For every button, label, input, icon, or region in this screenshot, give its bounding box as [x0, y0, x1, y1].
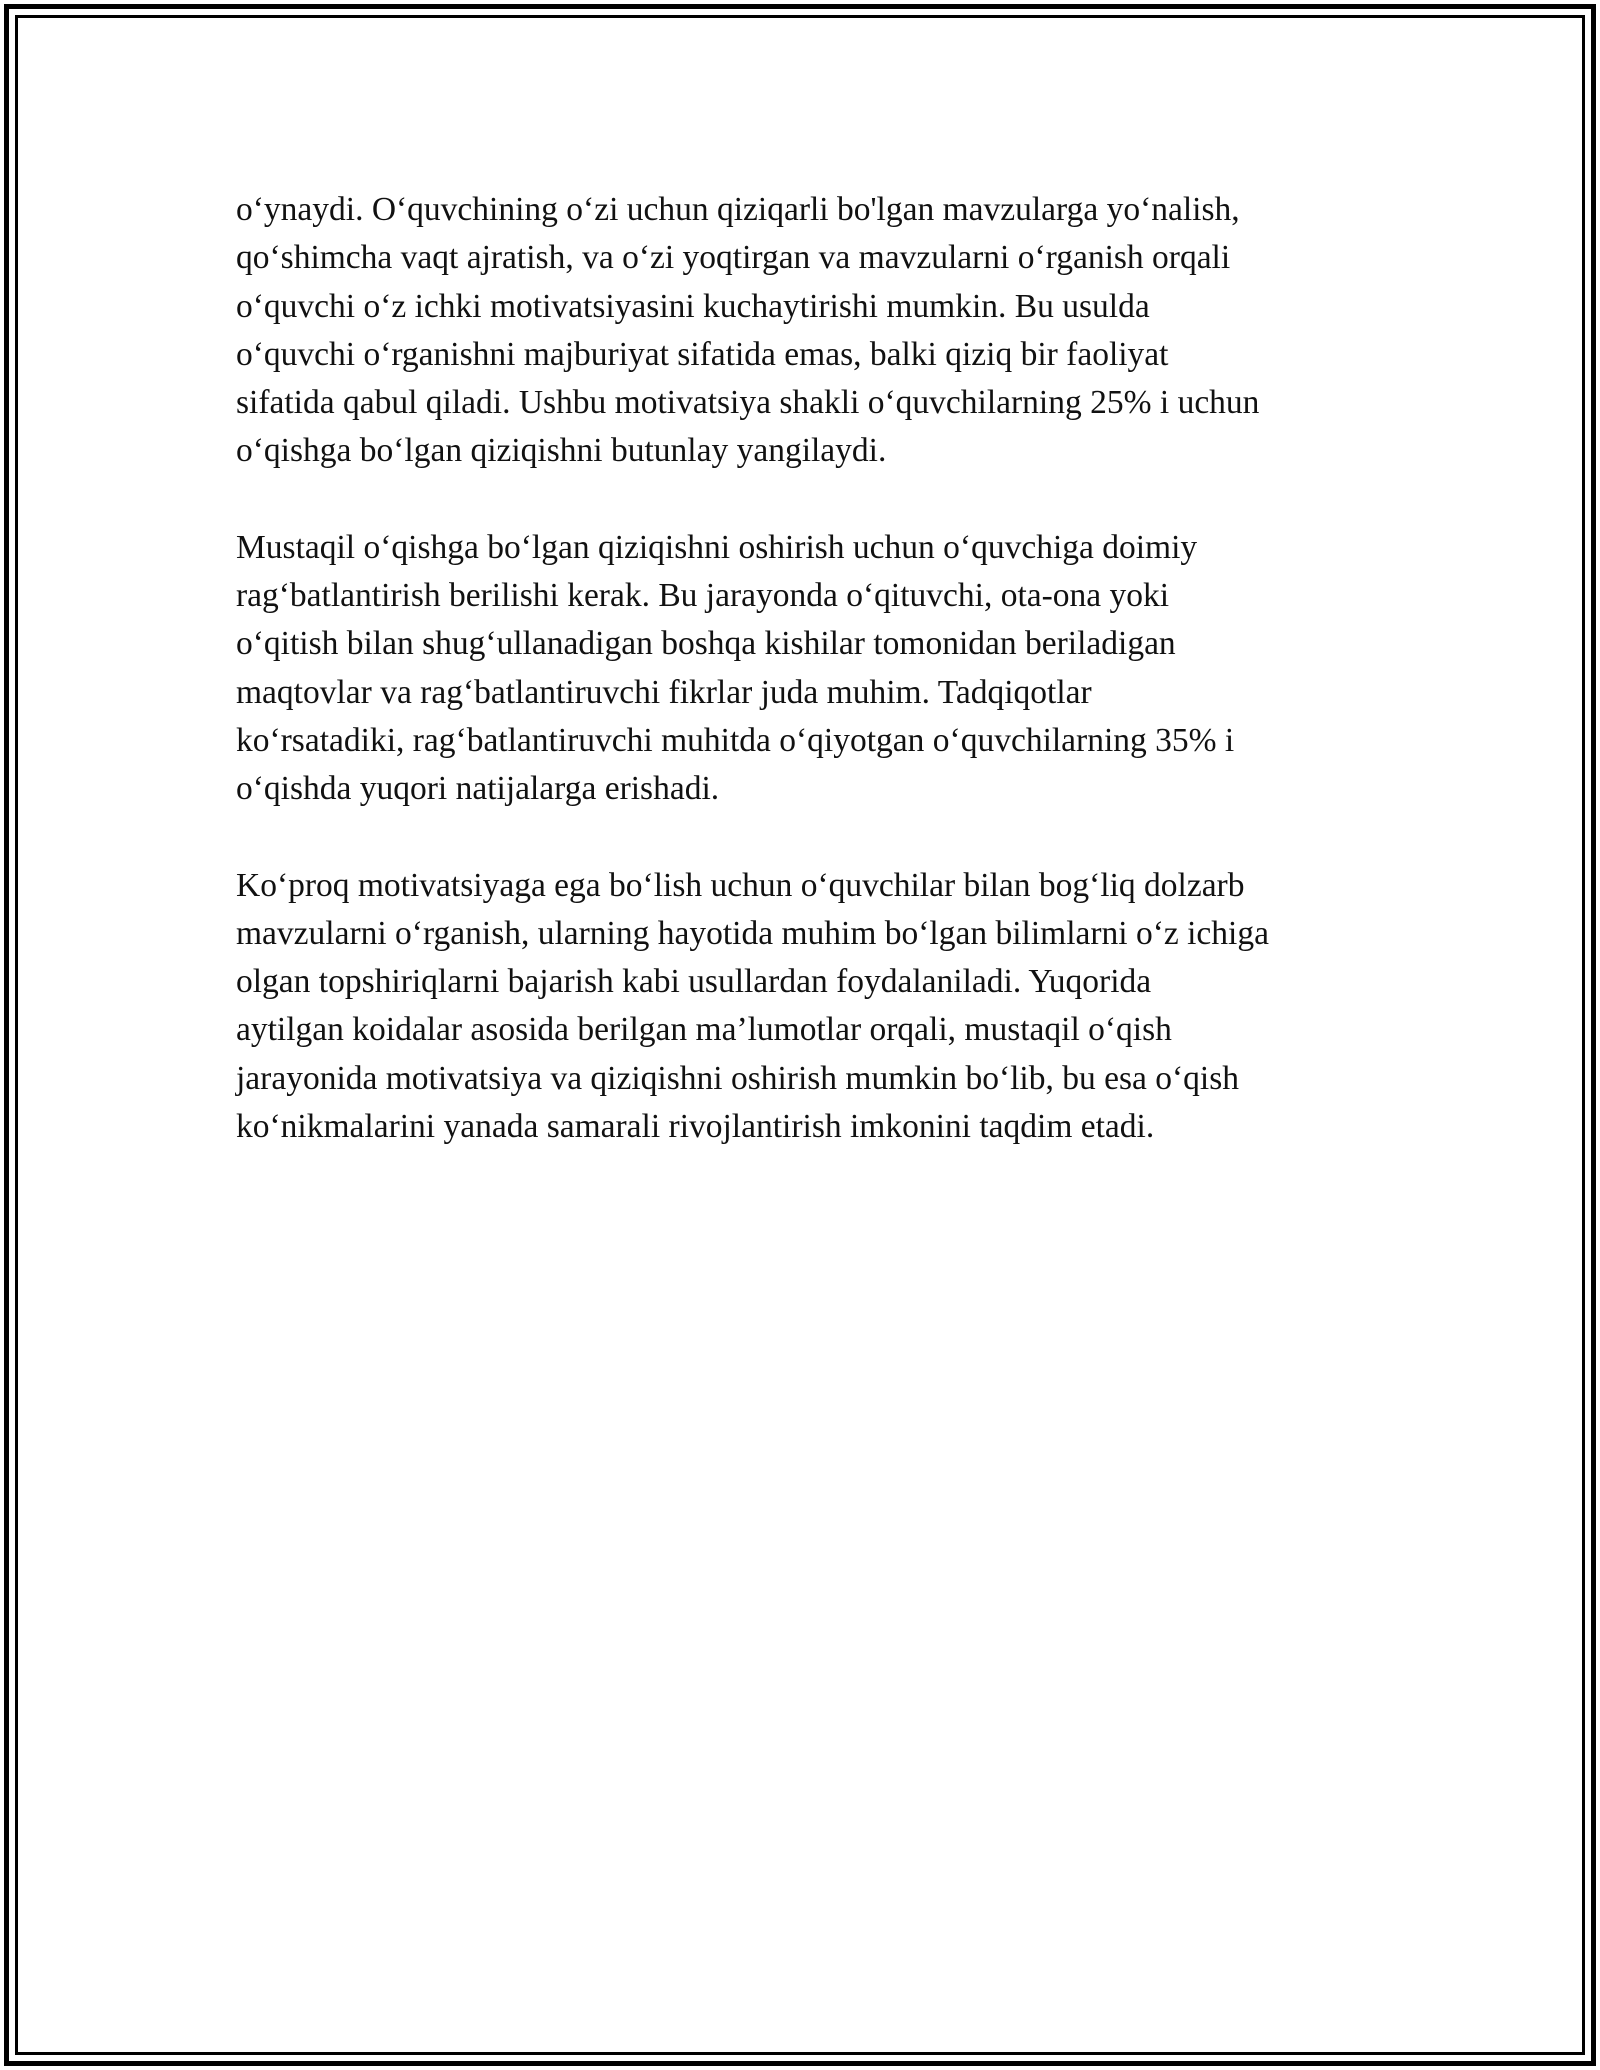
text-line: o‘qitish bilan shug‘ullanadigan boshqa kishilar tomonidan beriladigan [236, 625, 1176, 663]
text-line: sifatida qabul qiladi. Ushbu motivatsiya shakli o‘quvchilarning 25% i uchun [236, 384, 1260, 422]
text-line: jarayonida motivatsiya va qiziqishni oshirish mumkin bo‘lib, bu esa o‘qish [236, 1059, 1240, 1097]
text-line: Mustaqil o‘qishga bo‘lgan qiziqishni oshirish uchun o‘quvchiga doimiy [236, 528, 1198, 566]
paragraph-1 [236, 186, 1386, 476]
text-line: qo‘shimcha vaqt ajratish, va o‘zi yoqtirgan va mavzularni o‘rganish orqali [236, 239, 1231, 277]
text-line: mavzularni o‘rganish, ularning hayotida muhim bo‘lgan bilimlarni o‘z ichiga [236, 914, 1269, 952]
text-line: ko‘nikmalarini yanada samarali rivojlantirish imkonini taqdim etadi. [236, 1108, 1155, 1146]
text-line: o‘ynaydi. O‘quvchining o‘zi uchun qiziqarli bo'lgan mavzularga yo‘nalish, [236, 191, 1240, 228]
paragraph-2 [236, 524, 1386, 814]
text-line: o‘qishga bo‘lgan qiziqishni butunlay yangilaydi. [236, 432, 887, 470]
text-line: o‘qishda yuqori natijalarga erishadi. [236, 770, 720, 808]
text-line: rag‘batlantirish berilishi kerak. Bu jarayonda o‘qituvchi, ota-ona yoki [236, 577, 1170, 615]
text-line: o‘quvchi o‘rganishni majburiyat sifatida emas, balki qiziq bir faoliyat [236, 335, 1169, 373]
document-body [236, 186, 1386, 1199]
paragraph-3 [236, 862, 1386, 1152]
text-line: o‘quvchi o‘z ichki motivatsiyasini kuchaytirishi mumkin. Bu usulda [236, 287, 1150, 325]
text-line: aytilgan koidalar asosida berilgan ma’lumotlar orqali, mustaqil o‘qish [236, 1011, 1172, 1049]
text-line: Ko‘proq motivatsiyaga ega bo‘lish uchun o‘quvchilar bilan bog‘liq dolzarb [236, 866, 1245, 904]
text-line: olgan topshiriqlarni bajarish kabi usullardan foydalaniladi. Yuqorida [236, 963, 1152, 1001]
text-line: maqtovlar va rag‘batlantiruvchi fikrlar juda muhim. Tadqiqotlar [236, 673, 1092, 711]
text-line: ko‘rsatadiki, rag‘batlantiruvchi muhitda o‘qiyotgan o‘quvchilarning 35% i [236, 721, 1235, 759]
